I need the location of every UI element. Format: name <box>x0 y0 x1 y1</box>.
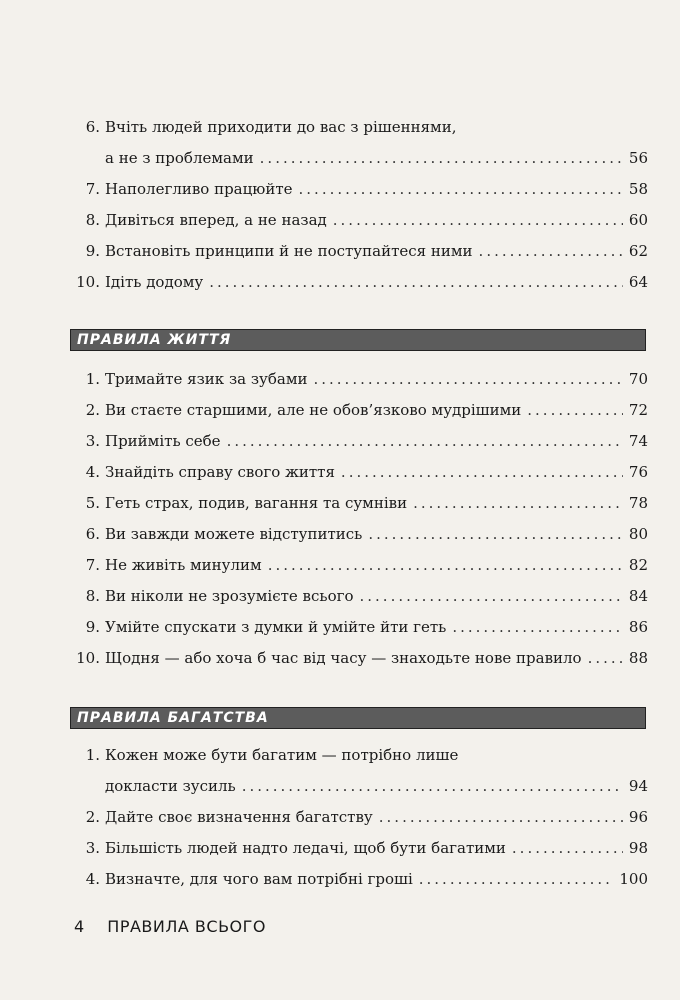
entry-page: 100 <box>619 870 648 888</box>
entry-title: Знайдіть справу свого життя <box>105 463 335 481</box>
leader-dots <box>512 833 623 864</box>
entry-title: Прийміть себе <box>105 432 221 450</box>
leader-dots <box>413 488 623 519</box>
entry-page: 60 <box>628 211 648 229</box>
toc-entry <box>74 612 648 643</box>
entry-page: 78 <box>628 494 648 512</box>
toc-entry <box>74 426 648 457</box>
toc-entry <box>74 550 648 581</box>
entry-page: 76 <box>628 463 648 481</box>
leader-dots <box>479 236 623 267</box>
leader-dots <box>588 643 623 674</box>
entry-number: 4. <box>85 463 100 481</box>
leader-dots <box>368 519 623 550</box>
toc-entry <box>74 488 648 519</box>
entry-number: 9. <box>85 242 100 260</box>
entry-number: 8. <box>85 587 100 605</box>
entry-title: Геть страх, подив, вагання та сумніви <box>105 494 408 512</box>
entry-page: 96 <box>628 808 648 826</box>
entry-number: 1. <box>85 746 100 764</box>
entry-title: Більшість людей надто ледачі, щоб бути багатими <box>105 839 506 857</box>
section-heading-bar-life <box>70 329 646 351</box>
toc-entry <box>74 864 648 895</box>
entry-number: 3. <box>85 432 100 450</box>
toc-entry <box>74 364 648 395</box>
entry-page: 74 <box>628 432 648 450</box>
entry-number: 5. <box>85 494 100 512</box>
toc-entry <box>74 205 648 236</box>
entry-page: 98 <box>628 839 648 857</box>
entry-page: 94 <box>628 777 648 795</box>
toc-group-wealth <box>74 740 648 895</box>
leader-dots <box>419 864 614 895</box>
leader-dots <box>268 550 623 581</box>
entry-title: Наполегливо працюйте <box>105 180 293 198</box>
entry-number: 2. <box>85 401 100 419</box>
leader-dots <box>313 364 622 395</box>
entry-page: 82 <box>628 556 648 574</box>
entry-page: 72 <box>628 401 648 419</box>
leader-dots <box>341 457 623 488</box>
entry-number: 10. <box>76 649 100 667</box>
entry-page: 56 <box>628 149 648 167</box>
toc-entry <box>74 112 648 174</box>
leader-dots <box>260 143 623 174</box>
leader-dots <box>242 771 623 802</box>
entry-title: Кожен може бути багатим — потрібно лише <box>105 746 459 764</box>
entry-number: 10. <box>76 273 100 291</box>
entry-number: 6. <box>85 118 100 136</box>
leader-dots <box>209 267 623 298</box>
toc-group-life <box>74 364 648 674</box>
section-heading-bar-wealth <box>70 707 646 729</box>
entry-title-continued: докласти зусиль <box>105 777 236 795</box>
page-number: 4 <box>74 917 85 936</box>
toc-entry <box>74 581 648 612</box>
entry-number: 1. <box>85 370 100 388</box>
toc-entry <box>74 267 648 298</box>
entry-title: Встановіть принципи й не поступайтеся ними <box>105 242 473 260</box>
entry-number: 9. <box>85 618 100 636</box>
leader-dots <box>227 426 623 457</box>
section-heading: ПРАВИЛА ЖИТТЯ <box>77 332 232 348</box>
running-title: ПРАВИЛА ВСЬОГО <box>107 917 266 936</box>
toc-group-intro <box>74 112 648 298</box>
toc-entry <box>74 457 648 488</box>
entry-number: 3. <box>85 839 100 857</box>
toc-entry <box>74 740 648 802</box>
entry-page: 80 <box>628 525 648 543</box>
entry-page: 64 <box>628 273 648 291</box>
entry-page: 88 <box>628 649 648 667</box>
toc-entry <box>74 833 648 864</box>
entry-number: 2. <box>85 808 100 826</box>
entry-title: Ви стаєте старшими, але не обов’язково мудрішими <box>105 401 522 419</box>
entry-page: 62 <box>628 242 648 260</box>
entry-title: Умійте спускати з думки й умійте йти геть <box>105 618 447 636</box>
toc-entry <box>74 236 648 267</box>
entry-number: 7. <box>85 556 100 574</box>
entry-page: 86 <box>628 618 648 636</box>
toc-entry <box>74 802 648 833</box>
entry-title: Ви ніколи не зрозумієте всього <box>105 587 354 605</box>
entry-title: Вчіть людей приходити до вас з рішеннями, <box>105 118 457 136</box>
entry-page: 70 <box>628 370 648 388</box>
leader-dots <box>452 612 623 643</box>
toc-entry <box>74 643 648 674</box>
toc-entry <box>74 519 648 550</box>
entry-number: 4. <box>85 870 100 888</box>
entry-title: Ідіть додому <box>105 273 204 291</box>
leader-dots <box>527 395 623 426</box>
entry-title-continued: а не з проблемами <box>105 149 254 167</box>
entry-number: 6. <box>85 525 100 543</box>
toc-entry <box>74 395 648 426</box>
leader-dots <box>360 581 623 612</box>
section-heading: ПРАВИЛА БАГАТСТВА <box>77 710 269 726</box>
leader-dots <box>379 802 623 833</box>
leader-dots <box>333 205 623 236</box>
entry-title: Дивіться вперед, а не назад <box>105 211 327 229</box>
entry-number: 7. <box>85 180 100 198</box>
entry-title: Визначте, для чого вам потрібні гроші <box>105 870 413 888</box>
entry-number: 8. <box>85 211 100 229</box>
leader-dots <box>299 174 623 205</box>
page-footer <box>74 917 266 936</box>
entry-page: 84 <box>628 587 648 605</box>
toc-entry <box>74 174 648 205</box>
entry-title: Ви завжди можете відступитись <box>105 525 363 543</box>
entry-title: Не живіть минулим <box>105 556 262 574</box>
entry-title: Дайте своє визначення багатству <box>105 808 373 826</box>
entry-title: Щодня — або хоча б час від часу — знаходьте нове правило <box>105 649 582 667</box>
entry-page: 58 <box>628 180 648 198</box>
entry-title: Тримайте язик за зубами <box>105 370 308 388</box>
